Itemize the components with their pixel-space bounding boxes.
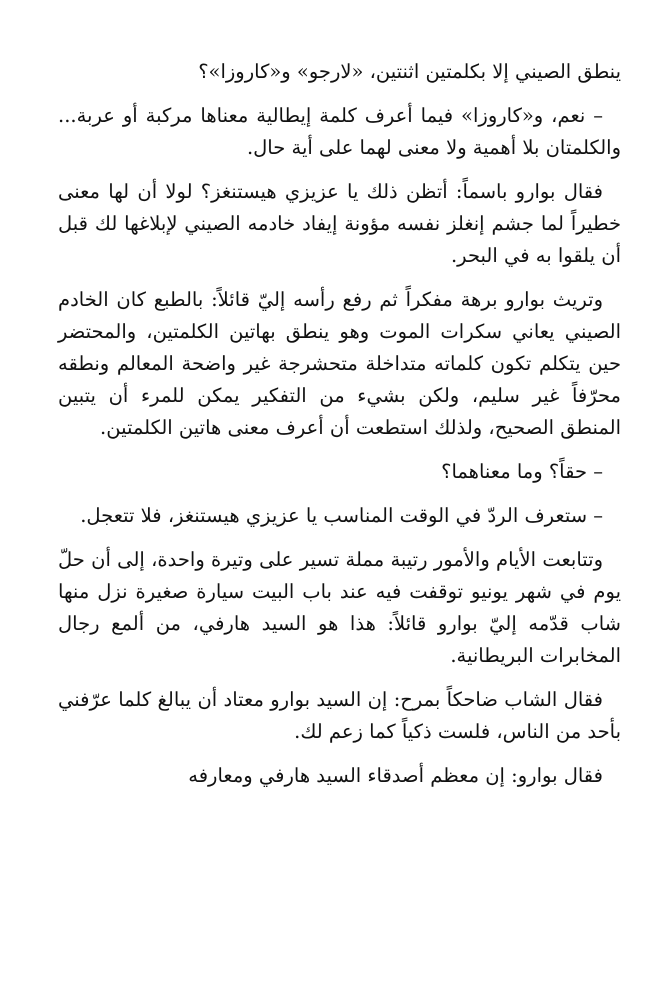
- paragraph: فقال بوارو باسماً: أتظن ذلك يا عزيزي هيستنغز؟ لولا أن لها معنى خطيراً لما جشم إنغلز نفسه مؤونة إيفاد خادمه الصيني لإبلاغها لك قبل أن يلقوا به في البحر.: [58, 180, 621, 267]
- paragraph-dialogue: – ستعرف الردّ في الوقت المناسب يا عزيزي هيستنغز، فلا تتعجل.: [80, 504, 603, 527]
- paragraph: وتتابعت الأيام والأمور رتيبة مملة تسير على وتيرة واحدة، إلى أن حلّ يوم في شهر يونيو توقفت فيه عند باب البيت سيارة صغيرة نزل منها شاب قدّمه إليّ بوارو قائلاً: هذا هو السيد هارفي، من ألمع رجال المخابرات البريطانية.: [58, 548, 621, 667]
- paragraph: فقال بوارو: إن معظم أصدقاء السيد هارفي ومعارفه: [188, 764, 603, 787]
- paragraph-dialogue: – حقاً؟ وما معناهما؟: [441, 460, 603, 483]
- paragraph: فقال الشاب ضاحكاً بمرح: إن السيد بوارو معتاد أن يبالغ كلما عرّفني بأحد من الناس، فلست ذكياً كما زعم لك.: [58, 688, 621, 743]
- paragraph-continuation: ينطق الصيني إلا بكلمتين اثنتين، «لارجو» و«كاروزا»؟: [198, 60, 621, 83]
- book-page: [58, 56, 621, 804]
- paragraph-dialogue: – نعم، و«كاروزا» فيما أعرف كلمة إيطالية معناها مركبة أو عربة... والكلمتان بلا أهمية ولا معنى لهما على أية حال.: [58, 104, 621, 159]
- paragraph: وتريث بوارو برهة مفكراً ثم رفع رأسه إليّ قائلاً: بالطبع كان الخادم الصيني يعاني سكرات الموت وهو ينطق بهاتين الكلمتين، والمحتضر حين يتكلم تكون كلماته متداخلة متحشرجة غير واضحة المعالم ونطقه محرّفاً غير سليم، ولكن بشيء من التفكير يمكن للمرء أن يتبين المنطق الصحيح، ولذلك استطعت أن أعرف معنى هاتين الكلمتين.: [58, 288, 621, 439]
